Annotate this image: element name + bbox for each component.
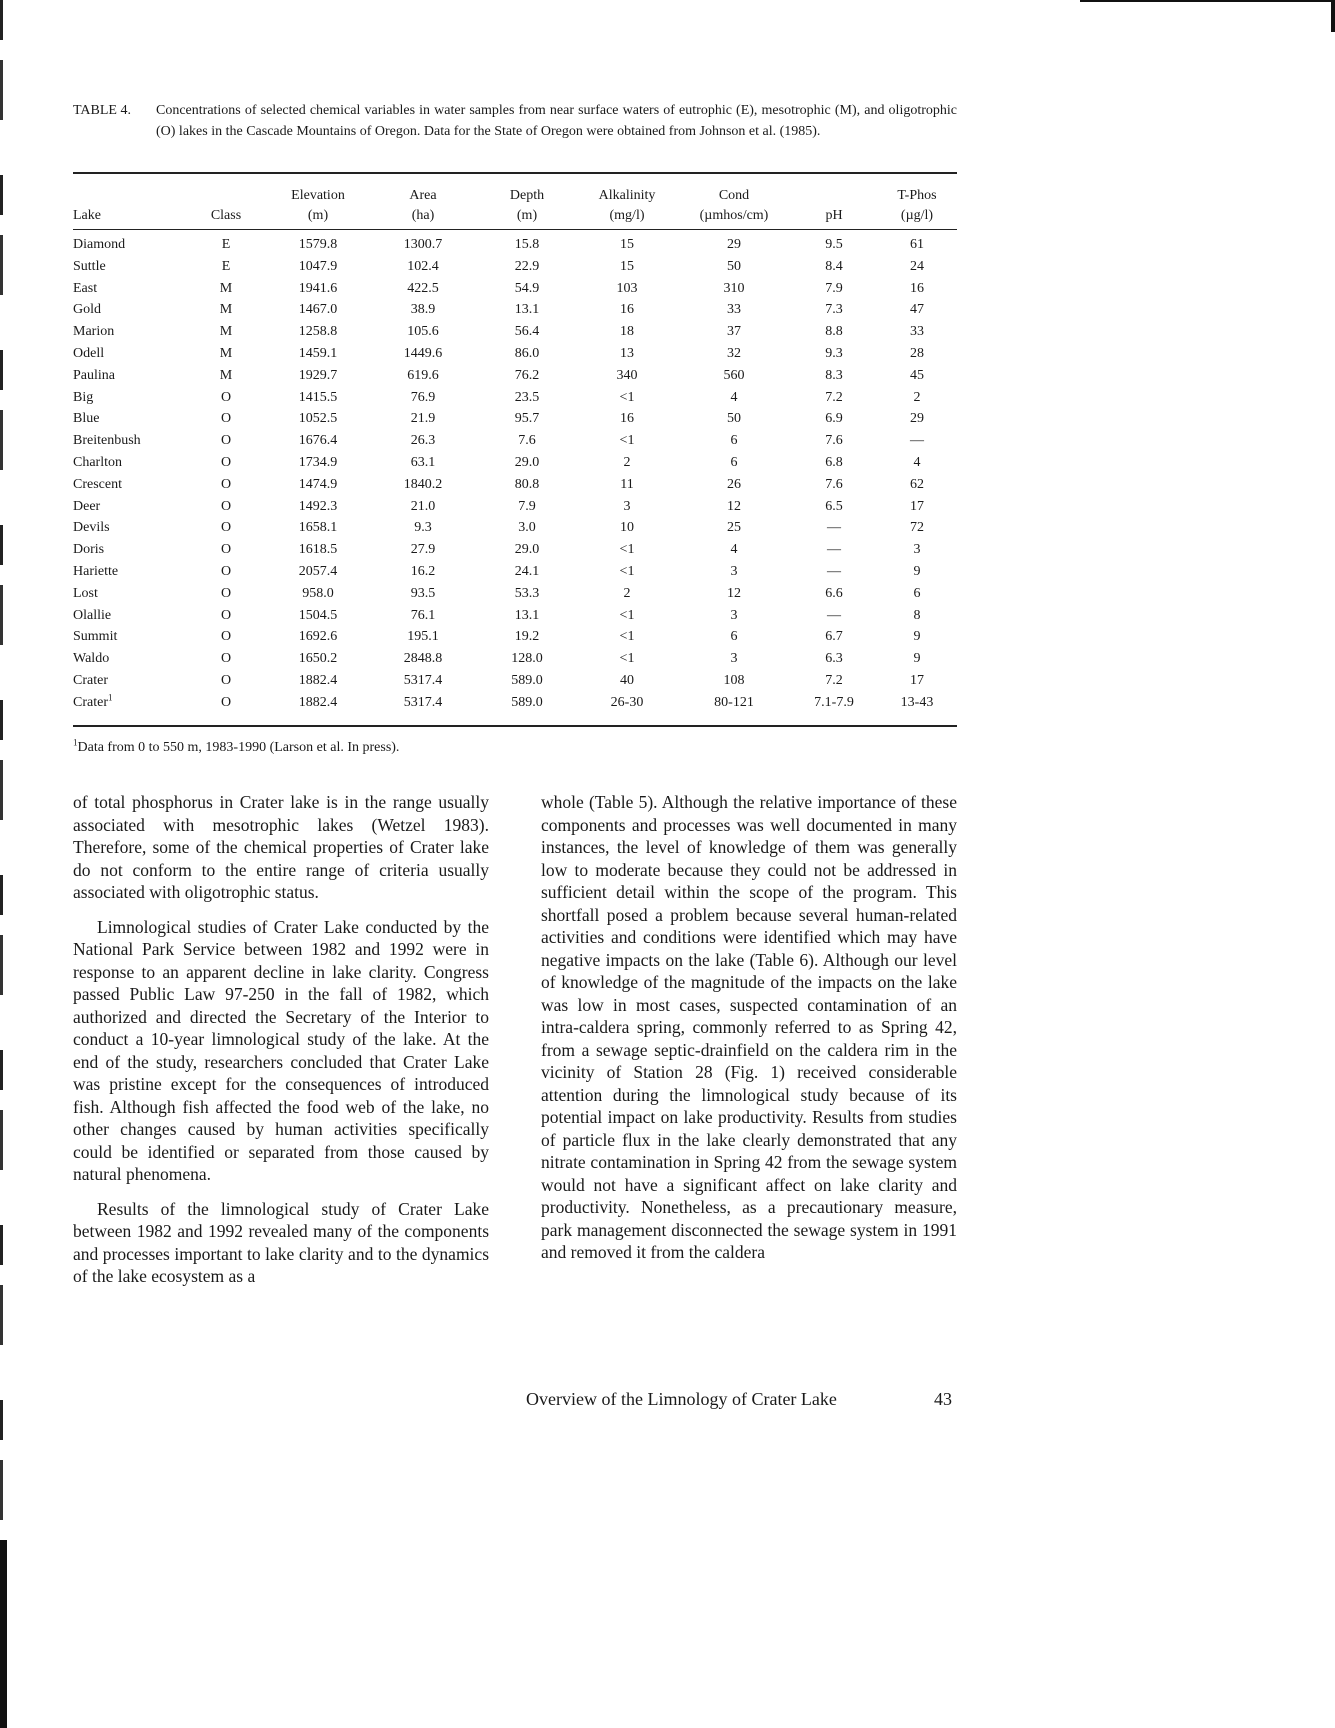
cell-lake — [73, 452, 185, 474]
table-body — [73, 230, 957, 714]
cell-elevation: 1734.9 — [298, 454, 338, 470]
body-paragraph: Limnological studies of Crater Lake conducted by the National Park Service between 1982 and 1992 were in response to an apparent decline in lake clarity. Congress passed Public Law 97-250 in the fall of 1982, which authorized and directed the Secretary of the Interior to conduct a 10-year limnological study of the lake. At the end of the study, researchers concluded that Crater Lake was pristine except for the consequences of introduced fish. Although fish affected the food web of the lake, no other changes caused by human activities specifically could be identified or separated from those caused by natural phenomena. — [73, 916, 489, 1184]
cell-alkalinity: <1 — [619, 542, 635, 558]
cell-depth: 53.3 — [514, 585, 540, 601]
cell-alkalinity: 16 — [620, 302, 634, 318]
lake-name: Crescent — [73, 476, 122, 492]
column-header-line1: Elevation — [291, 188, 345, 203]
cell-elevation: 1504.5 — [298, 607, 338, 623]
lake-name: Blue — [73, 411, 100, 427]
table-label: TABLE 4. — [73, 103, 131, 118]
table-caption-text: Concentrations of selected chemical variables in water samples from near surface waters of eutrophic (E), mesotrophic (M), and oligotrophic (O) lakes in the Cascade Mountains of Oregon. Data for the State of Oregon were obtained from Johnson et al. (1985). — [156, 103, 957, 139]
cell-lake — [73, 256, 185, 278]
lake-name: Olallie — [73, 607, 112, 623]
body-paragraph: whole (Table 5). Although the relative importance of these components and processes was well documented in many instances, the level of knowledge of them was generally low to moderate because they could not be addressed in sufficient detail within the scope of the program. This shortfall posed a problem because several human-related activities and conditions were identified which may have negative impacts on the lake (Table 6). Although our level of knowledge of the magnitude of the impacts on the lake was low in most cases, suspected contamination of an intra-caldera spring, commonly referred to as Spring 42, from a sewage septic-drainfield on the caldera rim in the vicinity of Station 28 (Fig. 1) received considerable attention during the limnological study because of its potential impact on lake productivity. Results from studies of particle flux in the lake clearly demonstrated that any nitrate contamination in Spring 42 from the sewage system would not have a significant affect on lake clarity and productivity. Nonetheless, as a precautionary measure, park management disconnected the sewage system in 1991 and removed it from the caldera — [541, 792, 957, 1262]
cell-cond: 310 — [723, 280, 745, 296]
table-row — [73, 278, 957, 300]
cell-lake — [73, 230, 185, 256]
cell-elevation: 1579.8 — [298, 237, 338, 252]
column-header-line2: Class — [210, 208, 242, 223]
cell-alkalinity: 103 — [616, 280, 638, 296]
cell-alkalinity: 26-30 — [610, 694, 644, 710]
cell-elevation: 1052.5 — [298, 411, 338, 427]
cell-depth: 589.0 — [511, 694, 543, 710]
cell-alkalinity: 340 — [616, 367, 638, 383]
cell-cond: 33 — [727, 302, 741, 318]
cell-depth: 15.8 — [514, 237, 540, 252]
cell-cond: 32 — [727, 345, 741, 361]
cell-tphos: 29 — [910, 411, 924, 427]
lake-name: Devils — [73, 520, 110, 536]
cell-cond: 12 — [727, 498, 741, 514]
cell-class: M — [219, 345, 233, 361]
cell-depth: 76.2 — [514, 367, 540, 383]
cell-depth: 86.0 — [514, 345, 540, 361]
cell-class: O — [220, 651, 232, 667]
cell-class: M — [219, 367, 233, 383]
cell-cond: 50 — [727, 411, 741, 427]
cell-alkalinity: <1 — [619, 607, 635, 623]
table-row — [73, 408, 957, 430]
table-footnote — [73, 737, 400, 756]
column-header-line2: (m) — [516, 208, 538, 223]
table-row — [73, 692, 957, 714]
cell-area: 619.6 — [407, 367, 439, 383]
cell-ph: 8.8 — [825, 324, 843, 340]
cell-alkalinity: 15 — [620, 237, 634, 252]
cell-tphos: 6 — [913, 585, 921, 601]
lake-name: Diamond — [73, 237, 126, 252]
scan-edge-right — [1331, 0, 1335, 32]
lake-name: Crater — [73, 672, 108, 688]
cell-cond: 50 — [727, 258, 741, 274]
lake-name: Hariette — [73, 563, 119, 579]
cell-lake — [73, 408, 185, 430]
scan-edge-left — [0, 0, 3, 1728]
cell-class: O — [220, 585, 232, 601]
cell-ph: 9.5 — [825, 237, 843, 252]
cell-lake — [73, 343, 185, 365]
cell-lake — [73, 387, 185, 409]
cell-elevation: 1882.4 — [298, 694, 338, 710]
column-header — [477, 176, 577, 230]
cell-lake — [73, 561, 185, 583]
cell-class: O — [220, 563, 232, 579]
cell-ph: 9.3 — [825, 345, 843, 361]
cell-ph: 6.5 — [825, 498, 843, 514]
cell-area: 5317.4 — [403, 672, 443, 688]
cell-cond: 4 — [730, 542, 738, 558]
cell-cond: 6 — [730, 433, 738, 449]
cell-ph: 7.2 — [825, 389, 843, 405]
cell-cond: 80-121 — [714, 694, 754, 710]
cell-area: 76.9 — [410, 389, 436, 405]
cell-cond: 29 — [727, 237, 741, 252]
cell-tphos: 17 — [910, 672, 924, 688]
table-row — [73, 496, 957, 518]
column-header-line2: Lake — [73, 208, 101, 223]
cell-area: 76.1 — [410, 607, 436, 623]
cell-depth: 54.9 — [514, 280, 540, 296]
cell-cond: 6 — [730, 454, 738, 470]
cell-alkalinity: 2 — [623, 585, 631, 601]
column-header-line2: pH — [825, 208, 843, 223]
cell-lake — [73, 692, 185, 714]
cell-elevation: 1676.4 — [298, 433, 338, 449]
cell-tphos: 47 — [910, 302, 924, 318]
cell-depth: 24.1 — [514, 563, 540, 579]
cell-area: 63.1 — [410, 454, 436, 470]
cell-ph: 8.4 — [825, 258, 843, 274]
cell-alkalinity: <1 — [619, 563, 635, 579]
cell-elevation: 2057.4 — [298, 563, 338, 579]
cell-elevation: 1492.3 — [298, 498, 338, 514]
cell-class: M — [219, 302, 233, 318]
cell-lake — [73, 583, 185, 605]
cell-tphos: 2 — [913, 389, 921, 405]
cell-alkalinity: 13 — [620, 345, 634, 361]
cell-alkalinity: 18 — [620, 324, 634, 340]
cell-area: 102.4 — [407, 258, 439, 274]
cell-class: O — [220, 476, 232, 492]
cell-depth: 589.0 — [511, 672, 543, 688]
cell-area: 1449.6 — [403, 345, 443, 361]
lake-name: Deer — [73, 498, 101, 514]
cell-tphos: 61 — [910, 237, 924, 252]
cell-alkalinity: 10 — [620, 520, 634, 536]
lake-name: Doris — [73, 542, 105, 558]
cell-tphos: 3 — [913, 542, 921, 558]
cell-alkalinity: 11 — [620, 476, 634, 492]
table-row — [73, 256, 957, 278]
cell-class: O — [220, 433, 232, 449]
cell-ph: 6.8 — [825, 454, 843, 470]
cell-ph: 6.6 — [825, 585, 843, 601]
lake-name: Waldo — [73, 651, 110, 667]
column-header-line1: Depth — [509, 188, 545, 203]
footnote-mark: 1 — [73, 737, 78, 748]
cell-area: 2848.8 — [403, 651, 443, 667]
cell-depth: 29.0 — [514, 542, 540, 558]
cell-elevation: 1658.1 — [298, 520, 338, 536]
cell-depth: 80.8 — [514, 476, 540, 492]
table-row — [73, 583, 957, 605]
cell-elevation: 1650.2 — [298, 651, 338, 667]
cell-alkalinity: <1 — [619, 651, 635, 667]
cell-depth: 19.2 — [514, 629, 540, 645]
cell-area: 16.2 — [410, 563, 436, 579]
body-column-left — [73, 791, 489, 1300]
cell-class: O — [220, 629, 232, 645]
cell-area: 93.5 — [410, 585, 436, 601]
table-row — [73, 670, 957, 692]
cell-cond: 26 — [727, 476, 741, 492]
column-header — [73, 176, 185, 230]
table-row — [73, 474, 957, 496]
cell-tphos: 8 — [913, 607, 921, 623]
cell-ph: 7.2 — [825, 672, 843, 688]
table-caption — [73, 100, 957, 142]
cell-ph: 7.6 — [825, 433, 843, 449]
cell-class: O — [220, 607, 232, 623]
lake-name: Gold — [73, 302, 101, 318]
lake-name: Breitenbush — [73, 433, 141, 449]
cell-class: O — [220, 411, 232, 427]
table-row — [73, 561, 957, 583]
lake-name: Charlton — [73, 454, 122, 470]
page-number: 43 — [934, 1389, 952, 1409]
lake-name: Odell — [73, 345, 105, 361]
cell-alkalinity: <1 — [619, 389, 635, 405]
cell-tphos: 28 — [910, 345, 924, 361]
table-row — [73, 539, 957, 561]
lake-chemistry-table — [73, 176, 957, 714]
cell-tphos: — — [910, 433, 924, 449]
cell-area: 26.3 — [410, 433, 436, 449]
cell-ph: 6.7 — [825, 629, 843, 645]
cell-lake — [73, 321, 185, 343]
cell-class: E — [221, 258, 231, 274]
cell-ph: 6.3 — [825, 651, 843, 667]
cell-tphos: 33 — [910, 324, 924, 340]
cell-elevation: 1474.9 — [298, 476, 338, 492]
cell-area: 27.9 — [410, 542, 436, 558]
cell-depth: 3.0 — [518, 520, 536, 536]
body-paragraph: of total phosphorus in Crater lake is in the range usually associated with mesotrophic lakes (Wetzel 1983). Therefore, some of the chemical properties of Crater lake do not conform to the entire range of criteria usually associated with oligotrophic status. — [73, 792, 489, 902]
cell-elevation: 1692.6 — [298, 629, 338, 645]
cell-ph: 7.9 — [825, 280, 843, 296]
cell-cond: 3 — [730, 651, 738, 667]
column-header — [877, 176, 957, 230]
cell-ph: 8.3 — [825, 367, 843, 383]
cell-class: O — [220, 520, 232, 536]
cell-class: M — [219, 280, 233, 296]
cell-tphos: 9 — [913, 563, 921, 579]
table-row — [73, 387, 957, 409]
scan-edge-top — [1080, 0, 1335, 2]
cell-cond: 25 — [727, 520, 741, 536]
cell-class: O — [220, 542, 232, 558]
cell-lake — [73, 539, 185, 561]
cell-cond: 37 — [727, 324, 741, 340]
cell-area: 21.0 — [410, 498, 436, 514]
column-header — [677, 176, 791, 230]
column-header — [185, 176, 267, 230]
column-header-line1: Area — [409, 188, 437, 203]
cell-class: O — [220, 694, 232, 710]
cell-depth: 95.7 — [514, 411, 540, 427]
cell-ph: 7.3 — [825, 302, 843, 318]
cell-alkalinity: <1 — [619, 433, 635, 449]
cell-area: 1300.7 — [403, 237, 443, 252]
cell-lake — [73, 365, 185, 387]
cell-lake — [73, 648, 185, 670]
cell-depth: 7.6 — [518, 433, 536, 449]
column-header-line2: (m) — [307, 208, 329, 223]
cell-lake — [73, 430, 185, 452]
cell-alkalinity: 3 — [623, 498, 631, 514]
cell-area: 1840.2 — [403, 476, 443, 492]
cell-tphos: 62 — [910, 476, 924, 492]
column-header-line1 — [73, 186, 185, 206]
cell-depth: 56.4 — [514, 324, 540, 340]
cell-alkalinity: 15 — [620, 258, 634, 274]
lake-name: Marion — [73, 324, 115, 340]
cell-cond: 108 — [723, 672, 745, 688]
cell-alkalinity: 40 — [620, 672, 634, 688]
cell-ph: 7.1-7.9 — [814, 694, 854, 710]
cell-cond: 3 — [730, 563, 738, 579]
cell-cond: 6 — [730, 629, 738, 645]
scan-edge-left-bottom — [0, 1540, 7, 1728]
cell-tphos: 9 — [913, 651, 921, 667]
table-row — [73, 343, 957, 365]
cell-lake — [73, 517, 185, 539]
lake-name: Crater — [73, 694, 108, 710]
cell-tphos: 13-43 — [900, 694, 934, 710]
cell-class: O — [220, 454, 232, 470]
cell-alkalinity: <1 — [619, 629, 635, 645]
cell-tphos: 17 — [910, 498, 924, 514]
body-column-right — [541, 791, 957, 1276]
lake-name: Lost — [73, 585, 98, 601]
cell-cond: 560 — [723, 367, 745, 383]
cell-cond: 3 — [730, 607, 738, 623]
footnote-text: Data from 0 to 550 m, 1983-1990 (Larson et al. In press). — [77, 740, 400, 755]
table-bottom-rule — [73, 725, 957, 727]
cell-area: 9.3 — [414, 520, 432, 536]
table-row — [73, 230, 957, 256]
lake-name: Big — [73, 389, 94, 405]
cell-tphos: 16 — [910, 280, 924, 296]
cell-area: 195.1 — [407, 629, 439, 645]
table-row — [73, 365, 957, 387]
column-header-line2: (ha) — [411, 208, 435, 223]
cell-elevation: 1047.9 — [298, 258, 338, 274]
column-header — [267, 176, 369, 230]
column-header — [577, 176, 677, 230]
table-header-row — [73, 176, 957, 230]
table-row — [73, 605, 957, 627]
cell-elevation: 1941.6 — [298, 280, 338, 296]
cell-ph: — — [827, 607, 841, 623]
cell-lake — [73, 474, 185, 496]
cell-area: 21.9 — [410, 411, 436, 427]
cell-class: O — [220, 498, 232, 514]
cell-depth: 7.9 — [518, 498, 536, 514]
cell-lake — [73, 496, 185, 518]
cell-depth: 29.0 — [514, 454, 540, 470]
column-header — [791, 176, 877, 230]
cell-ph: — — [827, 520, 841, 536]
cell-area: 5317.4 — [403, 694, 443, 710]
cell-ph: 6.9 — [825, 411, 843, 427]
cell-tphos: 24 — [910, 258, 924, 274]
lake-name: Suttle — [73, 258, 106, 274]
lake-name: Summit — [73, 629, 118, 645]
cell-tphos: 72 — [910, 520, 924, 536]
table-row — [73, 626, 957, 648]
cell-tphos: 45 — [910, 367, 924, 383]
body-paragraph: Results of the limnological study of Crater Lake between 1982 and 1992 revealed many of the components and processes important to lake clarity and to the dynamics of the lake ecosystem as a — [73, 1198, 489, 1286]
column-header-line2: (µmhos/cm) — [699, 208, 769, 223]
cell-lake — [73, 278, 185, 300]
cell-elevation: 1459.1 — [298, 345, 338, 361]
cell-elevation: 1415.5 — [298, 389, 338, 405]
cell-cond: 4 — [730, 389, 738, 405]
cell-class: O — [220, 389, 232, 405]
cell-class: M — [219, 324, 233, 340]
cell-depth: 13.1 — [514, 607, 540, 623]
cell-class: E — [221, 237, 231, 252]
cell-ph: 7.6 — [825, 476, 843, 492]
column-header-line1 — [791, 186, 877, 206]
column-header-line1 — [185, 186, 267, 206]
cell-depth: 23.5 — [514, 389, 540, 405]
cell-lake — [73, 626, 185, 648]
cell-elevation: 1467.0 — [298, 302, 338, 318]
cell-lake — [73, 670, 185, 692]
cell-area: 422.5 — [407, 280, 439, 296]
cell-lake — [73, 605, 185, 627]
cell-elevation: 958.0 — [302, 585, 334, 601]
table-row — [73, 430, 957, 452]
cell-elevation: 1929.7 — [298, 367, 338, 383]
cell-depth: 22.9 — [514, 258, 540, 274]
cell-alkalinity: 2 — [623, 454, 631, 470]
lake-name: Paulina — [73, 367, 115, 383]
column-header-line1: Cond — [718, 188, 750, 203]
column-header-line2: (µg/l) — [900, 208, 934, 223]
lake-name: East — [73, 280, 98, 296]
cell-ph: — — [827, 542, 841, 558]
cell-elevation: 1618.5 — [298, 542, 338, 558]
table-row — [73, 517, 957, 539]
cell-area: 38.9 — [410, 302, 436, 318]
column-header-line1: Alkalinity — [598, 188, 656, 203]
column-header-line1: T-Phos — [897, 188, 937, 203]
cell-tphos: 4 — [913, 454, 921, 470]
column-header-line2: (mg/l) — [609, 208, 645, 223]
table-row — [73, 299, 957, 321]
table-row — [73, 452, 957, 474]
cell-lake — [73, 299, 185, 321]
cell-area: 105.6 — [407, 324, 439, 340]
lake-footnote-mark: 1 — [107, 692, 113, 703]
cell-alkalinity: 16 — [620, 411, 634, 427]
cell-ph: — — [827, 563, 841, 579]
cell-depth: 128.0 — [511, 651, 543, 667]
table-row — [73, 648, 957, 670]
cell-class: O — [220, 672, 232, 688]
table-row — [73, 321, 957, 343]
cell-depth: 13.1 — [514, 302, 540, 318]
cell-tphos: 9 — [913, 629, 921, 645]
column-header — [369, 176, 477, 230]
running-head: Overview of the Limnology of Crater Lake — [526, 1389, 837, 1409]
cell-elevation: 1882.4 — [298, 672, 338, 688]
cell-elevation: 1258.8 — [298, 324, 338, 340]
table-top-rule — [73, 172, 957, 174]
cell-cond: 12 — [727, 585, 741, 601]
